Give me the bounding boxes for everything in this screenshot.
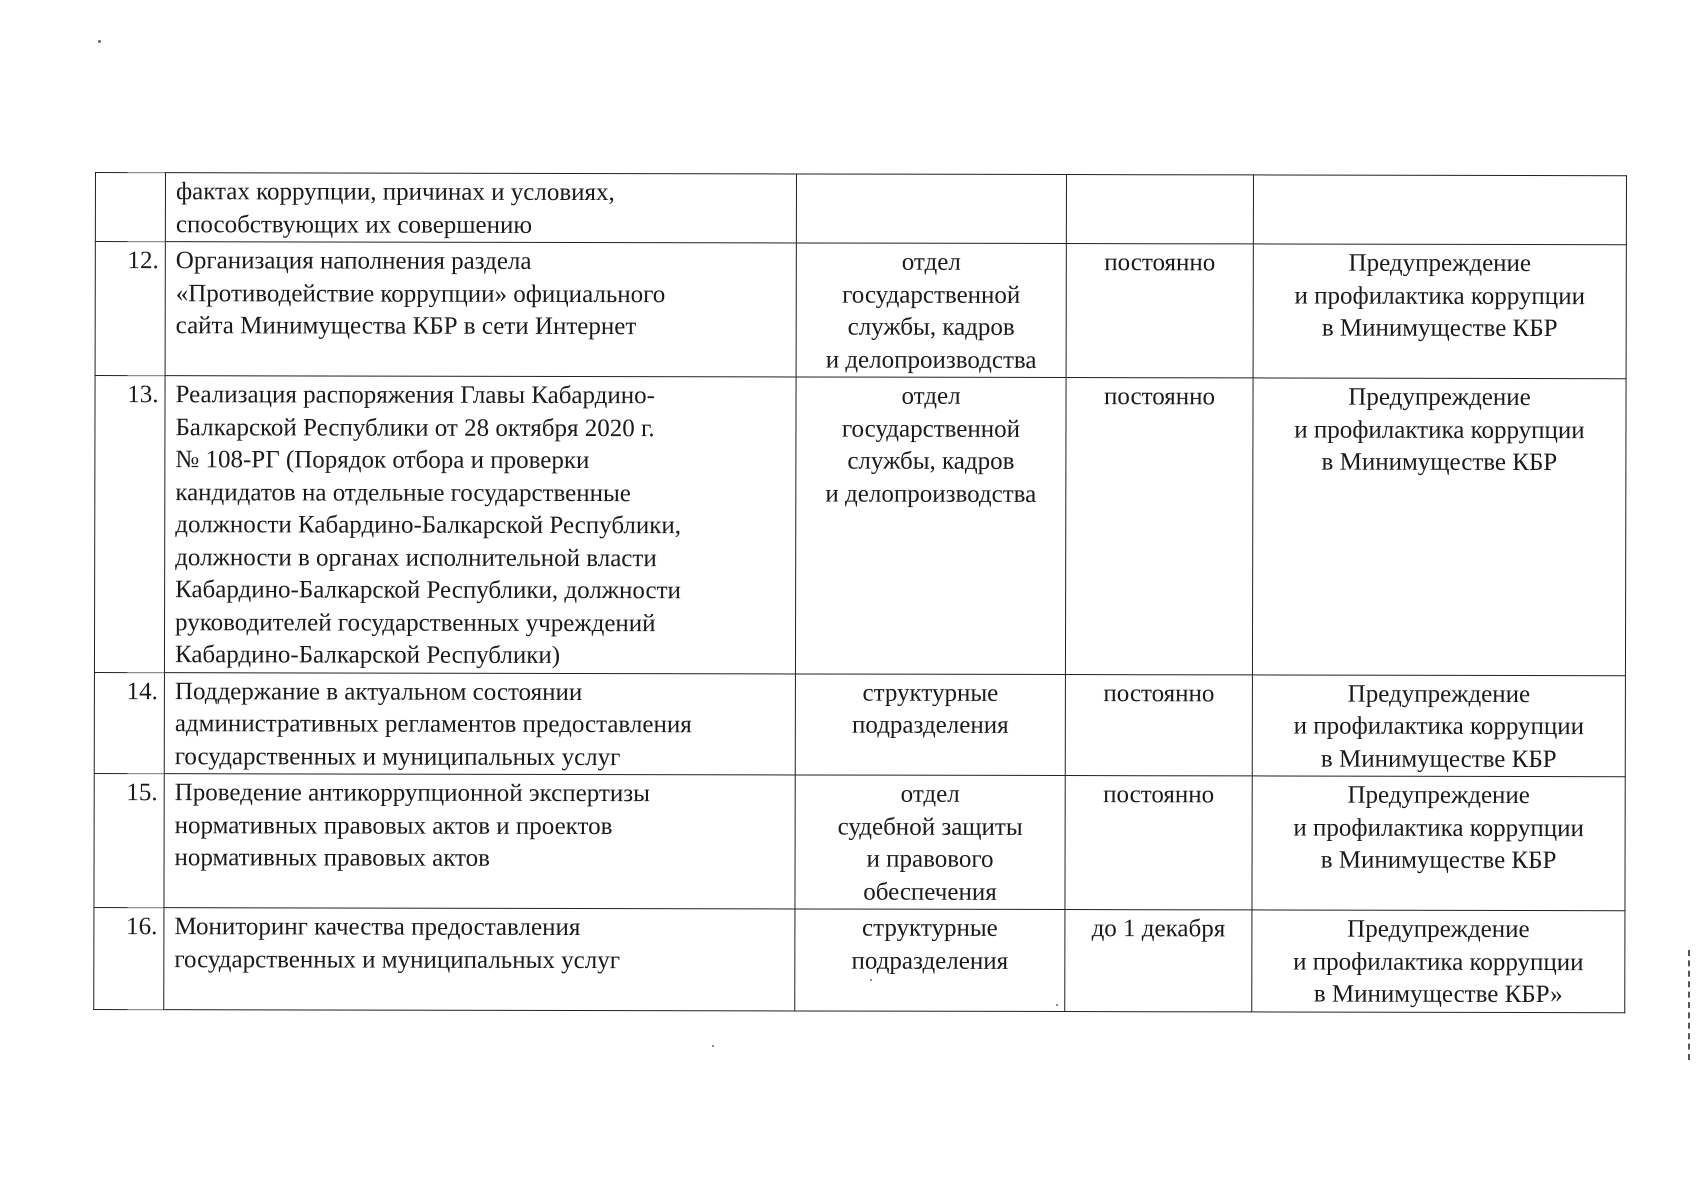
row-number: 12. (95, 242, 165, 376)
expected-result (1252, 776, 1625, 911)
event-line: Организация наполнения раздела (175, 247, 532, 275)
responsible-line: обеспечения (863, 878, 997, 906)
event-line: Кабардино-Балкарской Республики, должности (175, 576, 681, 605)
responsible-unit (795, 673, 1065, 775)
result-line: и профилактика коррупции (1294, 282, 1586, 310)
row-number: 15. (94, 773, 164, 907)
table-row (94, 773, 1625, 910)
table-row (94, 907, 1625, 1012)
responsible-line: службы, кадров (847, 447, 1015, 475)
scan-edge-artifact (1688, 950, 1693, 1060)
responsible-line: государственной (842, 281, 1021, 309)
responsible-line: подразделения (852, 711, 1009, 739)
scan-speck (98, 40, 101, 43)
expected-result (1252, 674, 1625, 776)
deadline (1066, 175, 1253, 244)
result-line: и профилактика коррупции (1294, 416, 1585, 444)
responsible-line: подразделения (851, 947, 1009, 975)
event-line: должности в органах исполнительной власти (175, 543, 657, 572)
result-line: Предупреждение (1348, 383, 1531, 412)
result-line: и профилактика коррупции (1293, 948, 1584, 976)
responsible-unit (795, 377, 1066, 674)
table-row (94, 376, 1626, 676)
event-line: Кабардино-Балкарской Республики) (174, 641, 561, 669)
deadline: постоянно (1065, 378, 1253, 675)
deadline: до 1 декабря (1065, 910, 1252, 1012)
event-description (164, 376, 796, 674)
event-line: Реализация распоряжения Главы Кабардино- (175, 381, 656, 410)
row-number: 14. (94, 672, 164, 774)
event-description (164, 908, 795, 1011)
event-description (165, 242, 796, 377)
event-line: Проведение антикоррупционной экспертизы (174, 779, 650, 808)
event-line: сайта Минимущества КБР в сети Интернет (175, 312, 637, 341)
expected-result (1252, 910, 1625, 1013)
result-line: Предупреждение (1347, 915, 1530, 944)
table-row (95, 242, 1626, 379)
responsible-line: структурные (862, 679, 999, 707)
deadline: постоянно (1065, 674, 1252, 776)
event-line: нормативных правовых актов и проектов (174, 811, 613, 840)
responsible-line: судебной защиты (837, 813, 1023, 841)
result-line: и профилактика коррупции (1293, 712, 1585, 741)
event-line: способствующих их совершению (175, 210, 533, 239)
result-line: в Минимуществе КБР» (1313, 980, 1563, 1009)
event-description (164, 774, 795, 909)
anticorruption-measures-table (93, 172, 1627, 1013)
expected-result (1253, 244, 1626, 379)
event-line: «Противодействие коррупции» официального (175, 279, 666, 308)
responsible-line: структурные (862, 914, 998, 942)
responsible-unit (795, 775, 1065, 910)
event-line: Поддержание в актуальном состоянии (174, 677, 583, 706)
deadline: постоянно (1065, 776, 1252, 910)
deadline: постоянно (1066, 244, 1253, 378)
responsible-line: отдел (901, 248, 961, 276)
result-line: и профилактика коррупции (1293, 814, 1584, 842)
event-line: нормативных правовых актов (174, 844, 490, 872)
event-line: Мониторинг качества предоставления (174, 913, 581, 942)
scan-speck (712, 1045, 714, 1047)
result-line: в Минимуществе КБР (1320, 745, 1557, 773)
event-line: государственных и муниципальных услуг (174, 742, 621, 771)
responsible-unit (796, 174, 1066, 244)
event-description (164, 672, 795, 775)
expected-result (1253, 175, 1626, 245)
event-line: Балкарской Республики от 28 октября 2020 г. (175, 413, 655, 442)
responsible-line: и правового (866, 845, 994, 873)
event-line: административных регламентов предоставления (174, 710, 692, 739)
responsible-line: отдел (900, 780, 960, 808)
table-row-continuation (95, 173, 1626, 245)
responsible-unit (796, 243, 1066, 378)
responsible-line: службы, кадров (847, 313, 1015, 341)
responsible-line: и делопроизводства (825, 480, 1037, 508)
table-row (94, 672, 1625, 777)
result-line: в Минимуществе КБР (1320, 846, 1557, 875)
event-line: кандидатов на отдельные государственные (175, 478, 631, 507)
result-line: в Минимуществе КБР (1321, 314, 1558, 343)
result-line: Предупреждение (1347, 680, 1531, 708)
row-number: 16. (94, 907, 164, 1009)
event-line: фактах коррупции, причинах и условиях, (175, 178, 615, 207)
responsible-line: и делопроизводства (825, 346, 1037, 374)
expected-result (1252, 378, 1626, 675)
result-line: Предупреждение (1347, 781, 1530, 810)
responsible-line: отдел (901, 382, 961, 410)
event-line: № 108-РГ (Порядок отбора и проверки (175, 446, 590, 475)
responsible-unit (795, 909, 1065, 1012)
row-number (95, 173, 165, 242)
result-line: в Минимуществе КБР (1321, 448, 1558, 477)
event-line: руководителей государственных учреждений (175, 608, 656, 637)
responsible-line: государственной (841, 415, 1021, 443)
row-number: 13. (94, 376, 165, 673)
event-line: государственных и муниципальных услуг (174, 945, 621, 974)
event-line: должности Кабардино-Балкарской Республики, (175, 511, 682, 540)
result-line: Предупреждение (1348, 249, 1532, 278)
event-description (165, 173, 796, 243)
